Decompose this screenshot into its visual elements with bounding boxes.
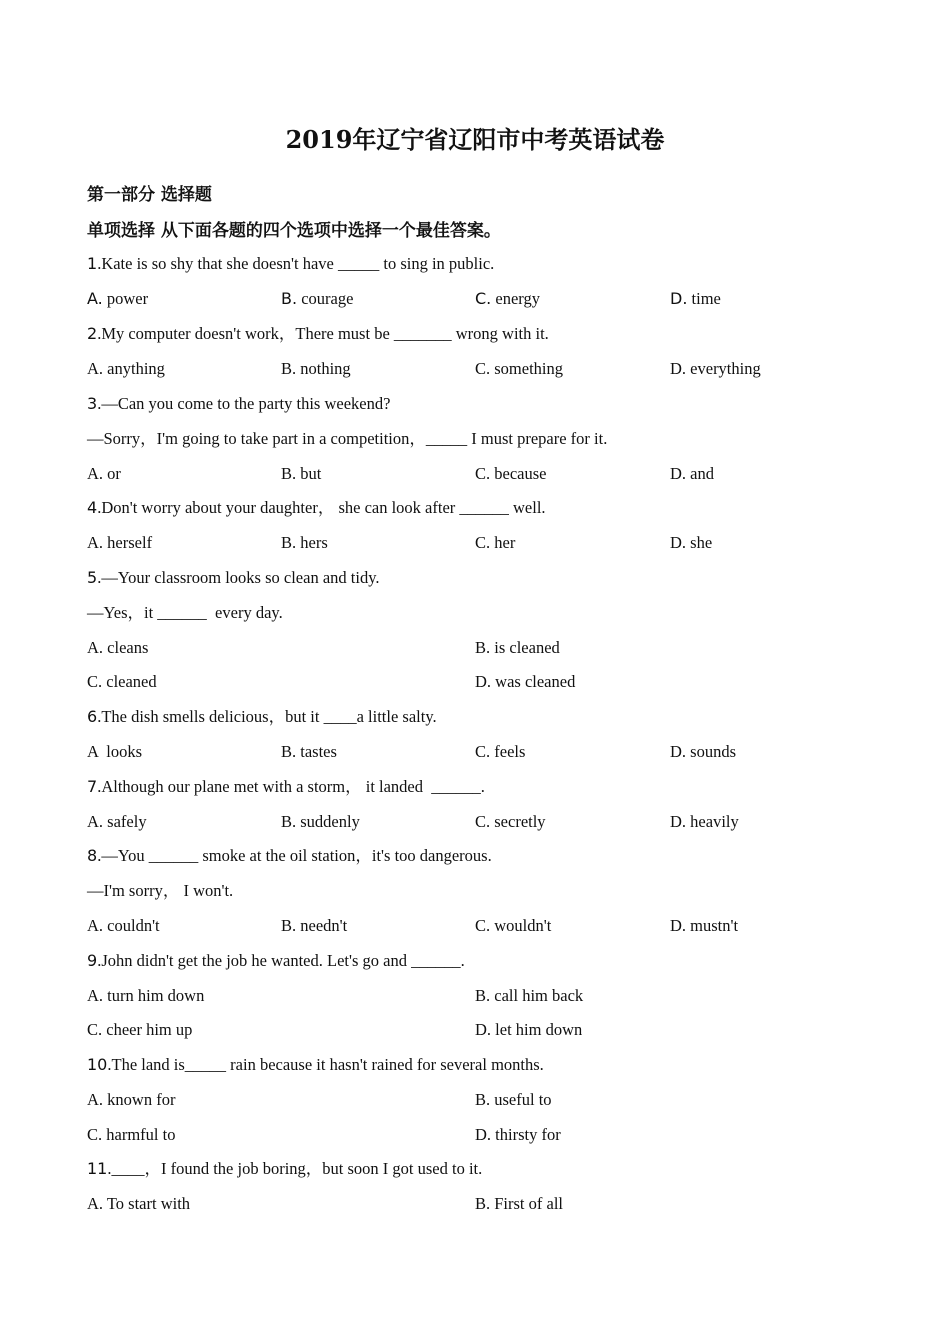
option-c xyxy=(475,287,540,311)
question-6 xyxy=(87,705,437,729)
option-a: A. cleans xyxy=(87,638,149,657)
option-d: D. thirsty for xyxy=(475,1125,561,1144)
option-b: B. call him back xyxy=(475,986,584,1005)
option-a: A. couldn't xyxy=(87,916,160,935)
question-5-reply: —Yes，it ______ every day. xyxy=(87,603,283,622)
question-5 xyxy=(87,566,380,590)
question-number: 8 xyxy=(87,846,98,865)
option-a: A. anything xyxy=(87,359,165,378)
option-text: courage xyxy=(297,289,354,308)
option-a: A. To start with xyxy=(87,1194,191,1213)
question-number: 11 xyxy=(87,1159,108,1178)
option-label: A. xyxy=(87,289,103,308)
option-label: D. xyxy=(670,289,688,308)
question-text: .—Your classroom looks so clean and tidy. xyxy=(97,568,380,587)
option-d xyxy=(670,287,721,311)
option-a xyxy=(87,287,148,311)
question-text: .The dish smells delicious，but it ____a little salty. xyxy=(97,707,437,726)
question-text: .—Can you come to the party this weekend? xyxy=(97,394,391,413)
question-text: .Don't worry about your daughter， she can look after ______ well. xyxy=(97,498,546,517)
page-title: 2019年辽宁省辽阳市中考英语试卷 xyxy=(285,125,665,154)
question-3-reply: —Sorry，I'm going to take part in a competition，_____ I must prepare for it. xyxy=(87,429,608,448)
question-4 xyxy=(87,496,546,520)
option-a: A. or xyxy=(87,464,121,483)
question-7 xyxy=(87,775,485,799)
option-a: A. turn him down xyxy=(87,986,205,1005)
option-label: B. xyxy=(281,289,298,308)
option-b: B. hers xyxy=(281,533,328,552)
question-number: 2 xyxy=(87,324,98,343)
question-number: 6 xyxy=(87,707,98,726)
question-9 xyxy=(87,949,465,973)
option-b: B. but xyxy=(281,464,322,483)
option-c: C. her xyxy=(475,533,516,552)
option-c: C. because xyxy=(475,464,547,483)
question-number: 1 xyxy=(87,254,98,273)
question-number: 9 xyxy=(87,951,98,970)
question-1 xyxy=(87,252,494,276)
option-a: A looks xyxy=(87,742,143,761)
question-number: 10 xyxy=(87,1055,108,1074)
option-c: C. something xyxy=(475,359,564,378)
option-b: B. nothing xyxy=(281,359,351,378)
question-number: 7 xyxy=(87,777,98,796)
question-number: 4 xyxy=(87,498,98,517)
option-c: C. wouldn't xyxy=(475,916,552,935)
option-b: B. suddenly xyxy=(281,812,360,831)
question-11 xyxy=(87,1157,482,1181)
question-8-reply: —I'm sorry， I won't. xyxy=(87,881,234,900)
instruction-heading: 单项选择 从下面各题的四个选项中选择一个最佳答案。 xyxy=(87,221,501,241)
question-text: .John didn't get the job he wanted. Let's go and ______. xyxy=(97,951,465,970)
option-c: C. harmful to xyxy=(87,1125,176,1144)
option-text: power xyxy=(102,289,149,308)
option-c: C. feels xyxy=(475,742,526,761)
option-b: B. tastes xyxy=(281,742,337,761)
option-a: A. known for xyxy=(87,1090,176,1109)
question-number: 3 xyxy=(87,394,98,413)
question-text: .—You ______ smoke at the oil station，it's too dangerous. xyxy=(97,846,492,865)
question-10 xyxy=(87,1053,544,1077)
option-d: D. and xyxy=(670,464,714,483)
question-text: .Kate is so shy that she doesn't have _____ to sing in public. xyxy=(97,254,495,273)
option-d: D. she xyxy=(670,533,713,552)
option-d: D. was cleaned xyxy=(475,672,576,691)
question-text: .____，I found the job boring，but soon I got used to it. xyxy=(107,1159,483,1178)
option-d: D. let him down xyxy=(475,1020,583,1039)
question-number: 5 xyxy=(87,568,98,587)
option-b: B. needn't xyxy=(281,916,348,935)
option-d: D. mustn't xyxy=(670,916,739,935)
option-text: time xyxy=(687,289,721,308)
option-b: B. is cleaned xyxy=(475,638,560,657)
option-label: C. xyxy=(475,289,492,308)
option-c: C. cheer him up xyxy=(87,1020,193,1039)
section-heading: 第一部分 选择题 xyxy=(87,185,212,205)
option-d: D. heavily xyxy=(670,812,739,831)
question-text: .Although our plane met with a storm， it landed ______. xyxy=(97,777,485,796)
question-text: .The land is_____ rain because it hasn't rained for several months. xyxy=(107,1055,544,1074)
option-c: C. secretly xyxy=(475,812,546,831)
question-8 xyxy=(87,844,492,868)
option-d: D. sounds xyxy=(670,742,737,761)
option-text: energy xyxy=(491,289,540,308)
option-d: D. everything xyxy=(670,359,761,378)
question-text: .My computer doesn't work，There must be _______ wrong with it. xyxy=(97,324,549,343)
option-a: A. herself xyxy=(87,533,153,552)
option-c: C. cleaned xyxy=(87,672,157,691)
question-3 xyxy=(87,392,390,416)
option-a: A. safely xyxy=(87,812,147,831)
option-b: B. First of all xyxy=(475,1194,564,1213)
option-b xyxy=(281,287,353,311)
option-b: B. useful to xyxy=(475,1090,552,1109)
question-2 xyxy=(87,322,549,346)
